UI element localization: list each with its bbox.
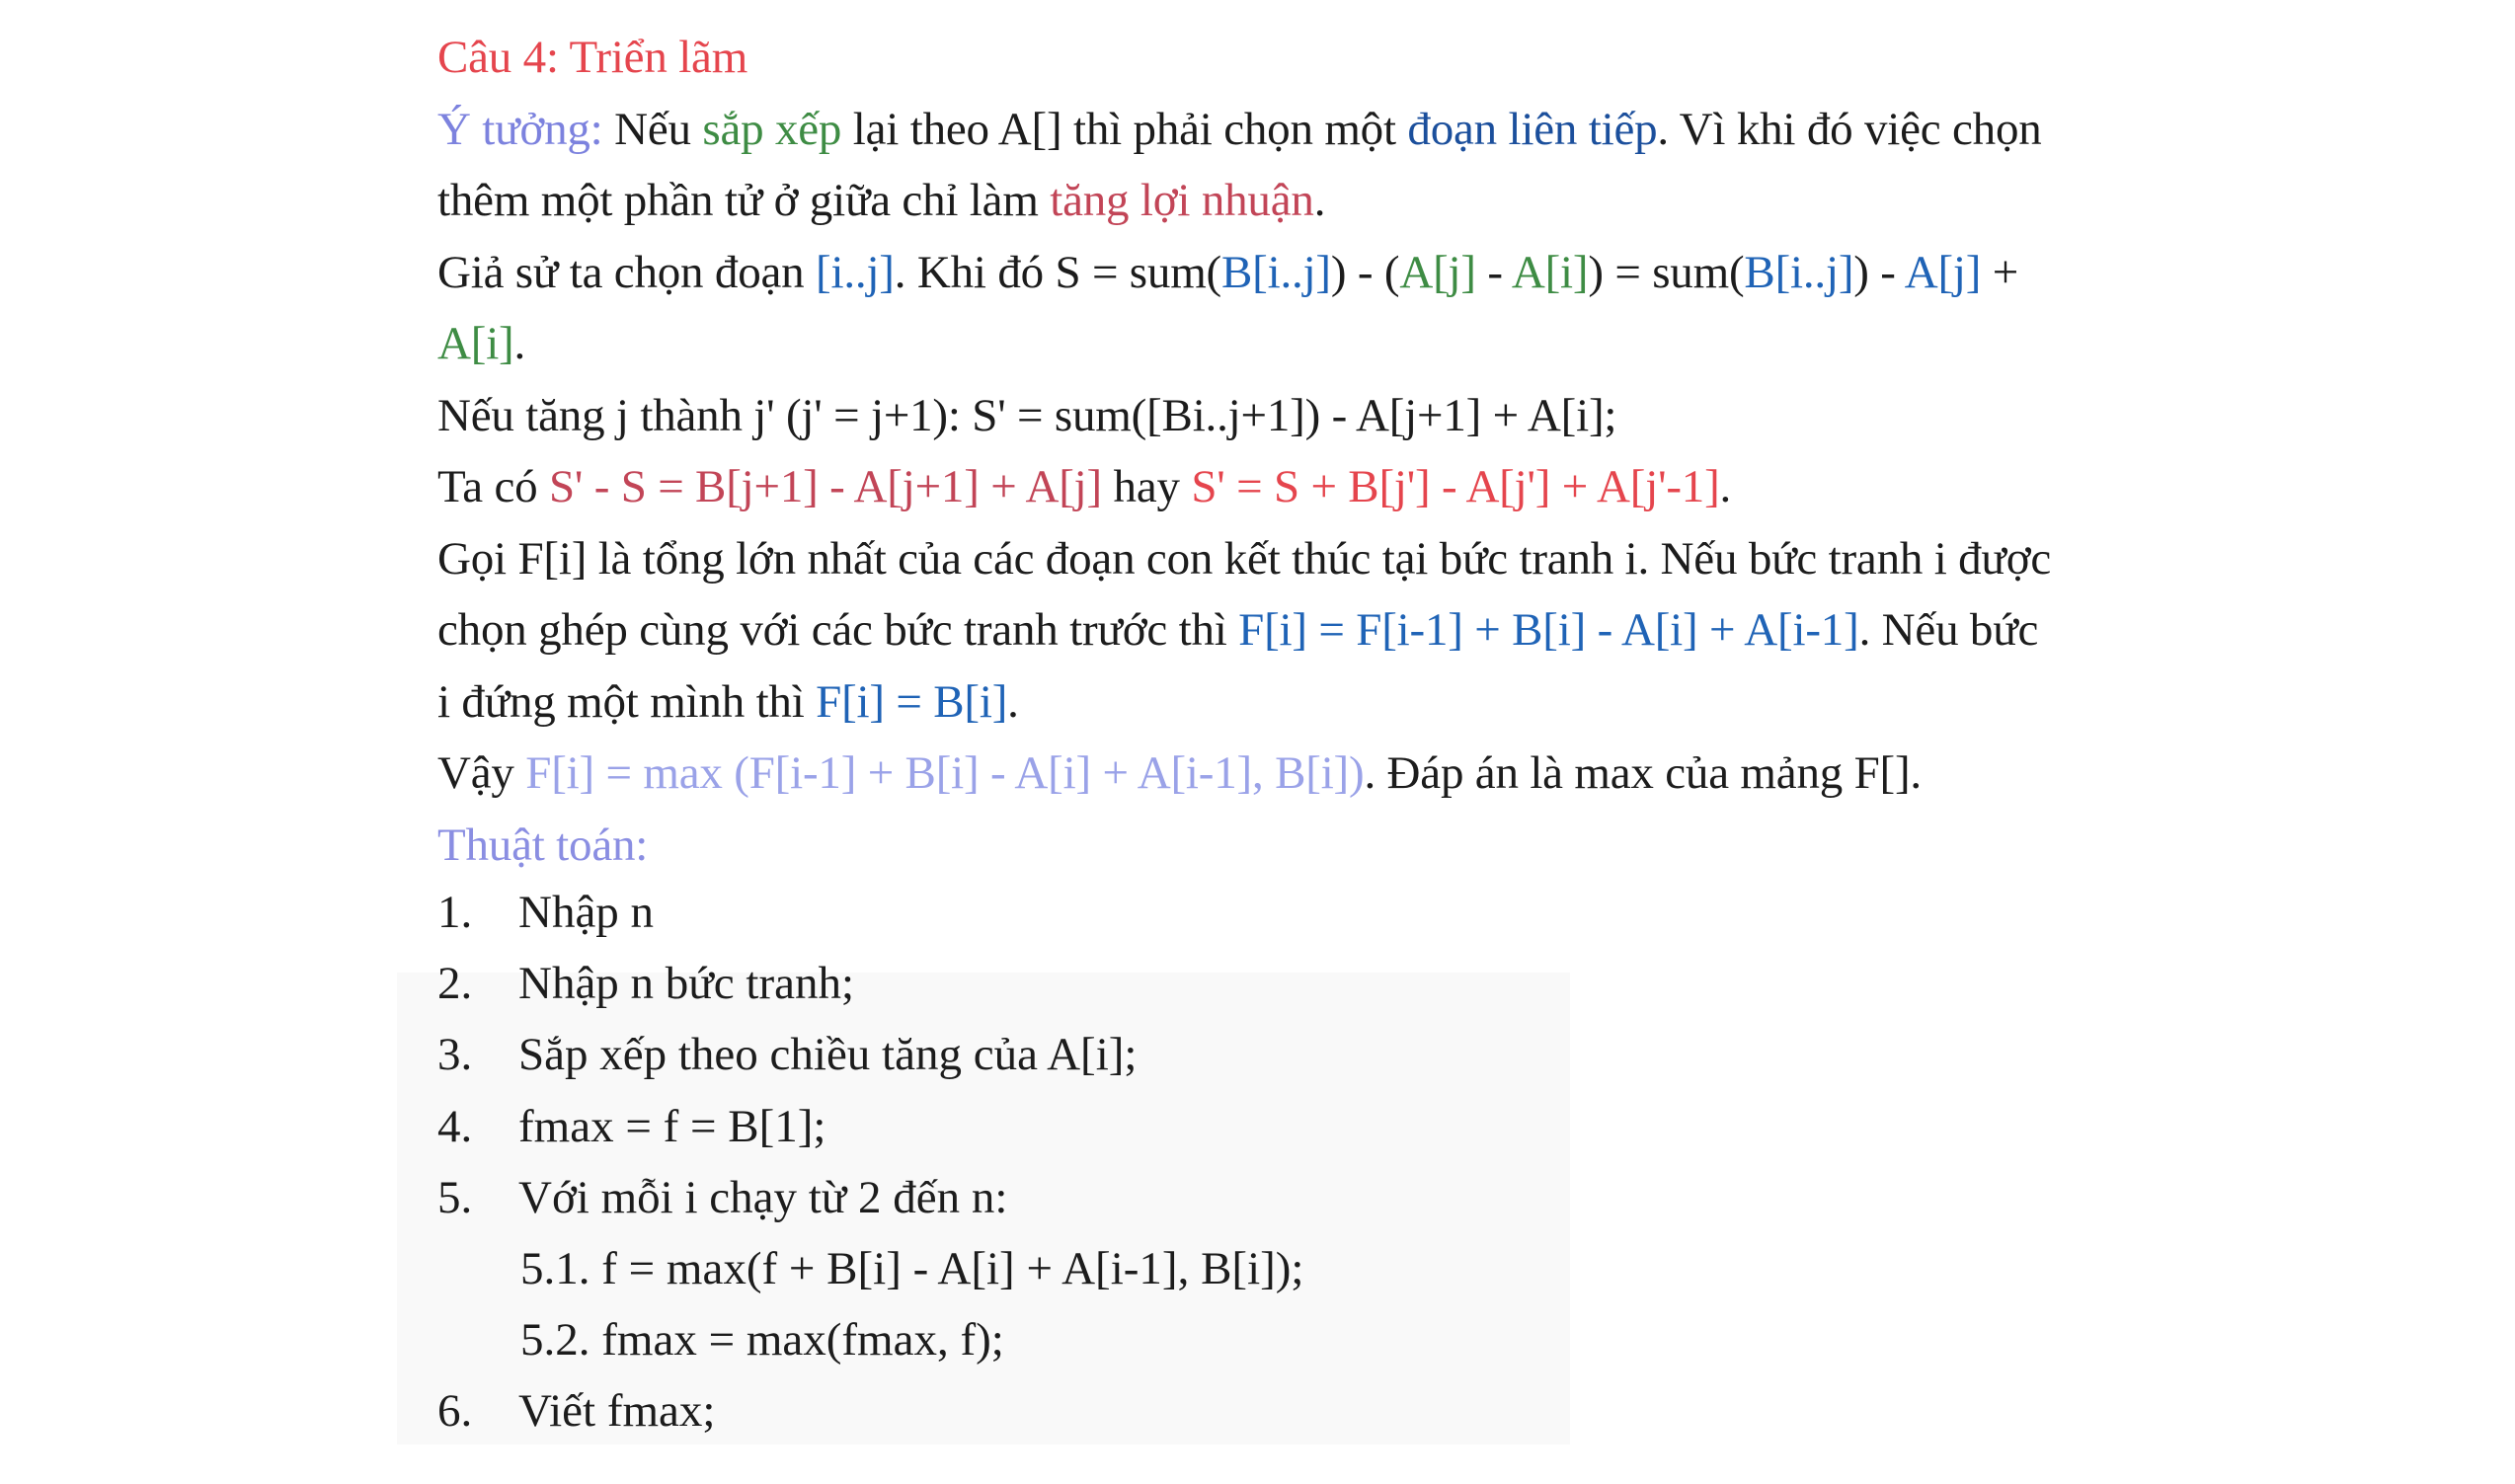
heading bbox=[437, 22, 2254, 94]
text: thêm một phần tử ở giữa chỉ làm bbox=[437, 175, 1051, 226]
step-text: Nhập n bức tranh; bbox=[518, 958, 855, 1010]
list-item bbox=[437, 1162, 1304, 1233]
formula: S' = S + B[j'] - A[j'] + A[j'-1] bbox=[1191, 461, 1720, 512]
define-line-1 bbox=[437, 523, 2254, 595]
text: ) - ( bbox=[1330, 246, 1400, 298]
text: Gọi F[i] là tổng lớn nhất của các đoạn con kết thúc tại bức tranh i. Nếu bức tranh i được bbox=[437, 532, 2052, 585]
text: + bbox=[1981, 246, 2019, 298]
text: . bbox=[1719, 461, 1732, 512]
algorithm-label: Thuật toán: bbox=[437, 819, 649, 871]
step-number: 6. bbox=[437, 1385, 473, 1438]
text: ) = sum( bbox=[1588, 246, 1745, 298]
step-text: Nhập n bbox=[518, 887, 655, 938]
define-line-2 bbox=[437, 594, 2254, 666]
step-number: 1. bbox=[437, 887, 473, 938]
list-item bbox=[437, 1019, 1304, 1090]
list-item bbox=[437, 1233, 1304, 1304]
step-number: 2. bbox=[437, 958, 473, 1010]
step-text: Sắp xếp theo chiều tăng của A[i]; bbox=[518, 1029, 1138, 1081]
text: . bbox=[1313, 175, 1326, 226]
formula: B[i..j] bbox=[1744, 246, 1854, 298]
step-number: 5. bbox=[437, 1171, 473, 1223]
formula: B[i..j] bbox=[1221, 246, 1331, 298]
algorithm-heading bbox=[437, 810, 2254, 882]
suppose-line-1 bbox=[437, 237, 2254, 309]
list-item bbox=[437, 877, 1304, 948]
increase-line bbox=[437, 380, 2254, 452]
formula: F[i] = B[i] bbox=[816, 675, 1008, 728]
step-text: Với mỗi i chạy từ 2 đến n: bbox=[518, 1171, 1008, 1223]
step-text: fmax = max(fmax, f); bbox=[601, 1314, 1004, 1367]
step-text: Viết fmax; bbox=[518, 1385, 716, 1438]
text: Ta có bbox=[437, 461, 549, 512]
formula: F[i] = max (F[i-1] + B[i] - A[i] + A[i-1], B[i]) bbox=[525, 747, 1365, 799]
step-number: 5.2. bbox=[520, 1314, 590, 1367]
algorithm-steps bbox=[437, 877, 1304, 1447]
highlight-segment: đoạn liên tiếp bbox=[1407, 103, 1658, 155]
list-item bbox=[437, 1304, 1304, 1375]
document-body bbox=[437, 22, 2254, 881]
list-item bbox=[437, 1375, 1304, 1446]
text: lại theo A[] thì phải chọn một bbox=[841, 103, 1408, 155]
text: hay bbox=[1101, 461, 1192, 512]
idea-line-2 bbox=[437, 165, 2254, 237]
text: - bbox=[1475, 246, 1512, 298]
text: Vậy bbox=[437, 747, 526, 799]
text: Nếu tăng j thành j' (j' = j+1): S' = sum([Bi..j+1]) - A[j+1] + A[i]; bbox=[437, 389, 1617, 441]
text: chọn ghép cùng với các bức tranh trước thì bbox=[437, 604, 1239, 656]
highlight-sort: sắp xếp bbox=[702, 103, 842, 155]
formula: S' - S = B[j+1] - A[j+1] + A[j] bbox=[548, 461, 1102, 512]
formula: A[i] bbox=[437, 318, 514, 369]
define-line-3 bbox=[437, 666, 2254, 739]
title: Câu 4: Triển lãm bbox=[437, 32, 748, 83]
text: . Vì khi đó việc chọn bbox=[1657, 103, 2042, 155]
formula: A[i] bbox=[1511, 246, 1589, 298]
step-text: f = max(f + B[i] - A[i] + A[i-1], B[i]); bbox=[601, 1242, 1304, 1294]
step-number: 3. bbox=[437, 1029, 473, 1081]
list-item bbox=[437, 948, 1304, 1019]
idea-label: Ý tưởng: bbox=[437, 103, 603, 155]
text: Nếu bbox=[602, 103, 703, 155]
text: . Nếu bức bbox=[1858, 604, 2039, 656]
highlight-profit: tăng lợi nhuận bbox=[1050, 175, 1314, 226]
step-number: 4. bbox=[437, 1100, 473, 1152]
text: . Khi đó S = sum( bbox=[894, 246, 1222, 298]
formula: A[j] bbox=[1904, 246, 1982, 298]
conclusion-line bbox=[437, 738, 2254, 810]
text: . bbox=[513, 318, 526, 369]
formula: [i..j] bbox=[816, 246, 895, 298]
text: . bbox=[1007, 675, 1019, 728]
difference-line bbox=[437, 451, 2254, 523]
suppose-line-2 bbox=[437, 308, 2254, 380]
text: . Đáp án là max của mảng F[]. bbox=[1364, 747, 1922, 799]
idea-line-1 bbox=[437, 94, 2254, 166]
step-text: fmax = f = B[1]; bbox=[518, 1100, 826, 1152]
list-item bbox=[437, 1091, 1304, 1162]
text: ) - bbox=[1853, 246, 1905, 298]
formula: F[i] = F[i-1] + B[i] - A[i] + A[i-1] bbox=[1238, 604, 1859, 656]
text: i đứng một mình thì bbox=[437, 675, 817, 728]
text: Giả sử ta chọn đoạn bbox=[437, 246, 817, 298]
step-number: 5.1. bbox=[520, 1242, 590, 1294]
formula: A[j] bbox=[1399, 246, 1476, 298]
